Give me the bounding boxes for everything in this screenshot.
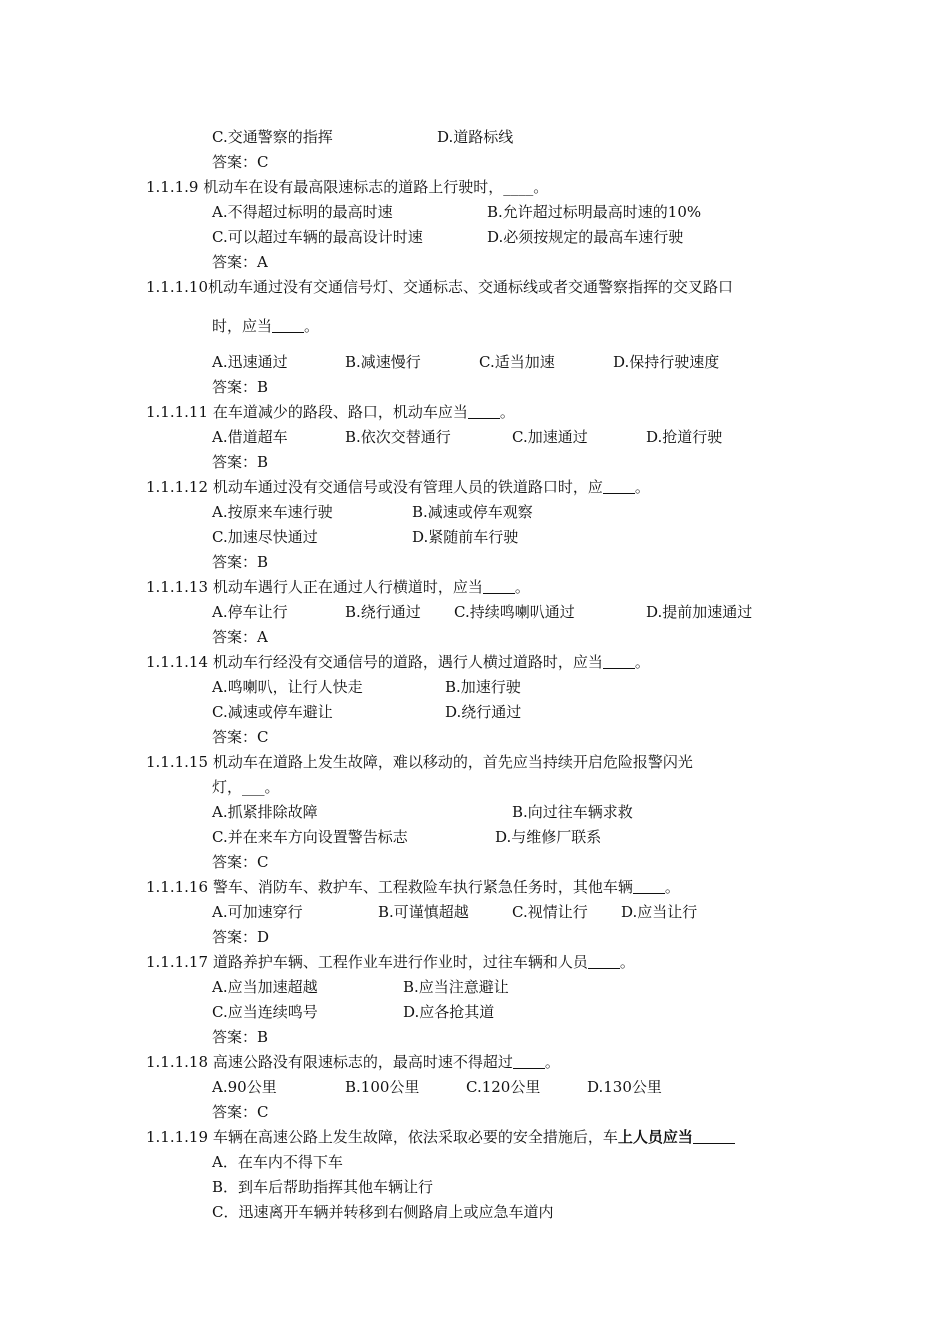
question-text: 在车道减少的路段、路口，机动车应当 — [212, 403, 468, 421]
option-a: A.鸣喇叭，让行人快走 — [212, 678, 363, 696]
option-c: C.持续鸣喇叭通过 — [454, 603, 575, 621]
option-a: A.迅速通过 — [212, 353, 288, 371]
question-1-1-1-9 — [146, 175, 548, 200]
question-blank — [513, 1052, 545, 1069]
option-b: B.允许超过标明最高时速的10% — [487, 203, 702, 221]
answer: 答案：C — [212, 153, 269, 171]
option-c: C.加速通过 — [512, 428, 588, 446]
option-b: B.依次交替通行 — [345, 428, 451, 446]
option-d: D.与维修厂联系 — [495, 828, 602, 846]
question-1-1-1-11: 1.1.1.11 在车道减少的路段、路口，机动车应当 。 — [146, 403, 515, 421]
question-text: 道路养护车辆、工程作业车进行作业时，过往车辆和人员 — [212, 953, 588, 971]
option-c: C.视情让行 — [512, 903, 588, 921]
answer: 答案：C — [212, 853, 269, 871]
option-c: C.减速或停车避让 — [212, 703, 333, 721]
option-a: A.可加速穿行 — [212, 903, 303, 921]
question-number: 1.1.1.15 — [146, 753, 209, 771]
answer: 答案：C — [212, 728, 269, 746]
option-d: D.抢道行驶 — [646, 428, 723, 446]
answer: 答案：C — [212, 1103, 269, 1121]
question-1-1-1-17: 1.1.1.17 道路养护车辆、工程作业车进行作业时，过往车辆和人员 。 — [146, 953, 635, 971]
option-c: C.120公里 — [466, 1078, 541, 1096]
option-a: A.应当加速超越 — [212, 978, 318, 996]
question-blank — [468, 402, 500, 419]
question-number: 1.1.1.13 — [146, 578, 209, 596]
option-d: D.紧随前车行驶 — [412, 528, 519, 546]
option-b: B.加速行驶 — [445, 678, 521, 696]
option-a: A.借道超车 — [212, 428, 288, 446]
option-b: B.减速慢行 — [345, 353, 421, 371]
answer: 答案：A — [212, 628, 268, 646]
question-text: 警车、消防车、救护车、工程救险车执行紧急任务时，其他车辆 — [212, 878, 633, 896]
question-blank — [483, 577, 515, 594]
question-number: 1.1.1.11 — [146, 403, 209, 421]
question-number: 1.1.1.17 — [146, 953, 209, 971]
question-text: 机动车行经没有交通信号的道路，遇行人横过道路时，应当 — [212, 653, 603, 671]
question-1-1-1-10 — [146, 275, 733, 300]
answer: 答案：B — [212, 453, 269, 471]
question-text: 机动车遇行人正在通过人行横道时，应当 — [212, 578, 483, 596]
option-b: B.绕行通过 — [345, 603, 421, 621]
option-c: C.交通警察的指挥 — [212, 128, 333, 146]
option-d: D.保持行驶速度 — [613, 353, 720, 371]
question-1-1-1-19 — [146, 1125, 735, 1150]
question-text: 机动车通过没有交通信号或没有管理人员的铁道路口时，应 — [212, 478, 603, 496]
option-c: C.适当加速 — [479, 353, 555, 371]
option-b: B.向过往车辆求救 — [512, 803, 633, 821]
question-text: 机动车在道路上发生故障，难以移动的，首先应当持续开启危险报警闪光 — [212, 753, 693, 771]
question-number: 1.1.1.14 — [146, 653, 209, 671]
question-blank — [272, 316, 304, 333]
question-1-1-1-13: 1.1.1.13 机动车遇行人正在通过人行横道时，应当 。 — [146, 578, 530, 596]
question-text-line2: 灯，___。 — [212, 778, 280, 796]
option-a: A．在车内不得下车 — [212, 1153, 343, 1171]
question-number: 1.1.1.16 — [146, 878, 209, 896]
option-c: C.可以超过车辆的最高设计时速 — [212, 228, 423, 246]
question-number: 1.1.1.19 — [146, 1128, 209, 1146]
option-c: C．迅速离开车辆并转移到右侧路肩上或应急车道内 — [212, 1203, 554, 1221]
question-blank — [693, 1127, 735, 1144]
question-blank — [603, 652, 635, 669]
option-a: A.不得超过标明的最高时速 — [212, 203, 393, 221]
option-a: A.按原来车速行驶 — [212, 503, 333, 521]
question-text-line2: 时，应当 。 — [212, 317, 320, 335]
option-b: B.减速或停车观察 — [412, 503, 533, 521]
option-b: B.100公里 — [345, 1078, 420, 1096]
question-1-1-1-18: 1.1.1.18 高速公路没有限速标志的，最高时速不得超过 。 — [146, 1053, 560, 1071]
answer: 答案：B — [212, 553, 269, 571]
option-b: B.应当注意避让 — [403, 978, 509, 996]
option-a: A.停车让行 — [212, 603, 288, 621]
question-blank — [588, 952, 620, 969]
option-b: B.可谨慎超越 — [378, 903, 469, 921]
answer: 答案：D — [212, 928, 270, 946]
option-d: D.130公里 — [587, 1078, 662, 1096]
option-c: C.并在来车方向设置警告标志 — [212, 828, 408, 846]
question-number: 1.1.1.18 — [146, 1053, 209, 1071]
option-c: C.应当连续鸣号 — [212, 1003, 318, 1021]
question-text: 高速公路没有限速标志的，最高时速不得超过 — [212, 1053, 513, 1071]
option-c: C.加速尽快通过 — [212, 528, 318, 546]
option-d: D.必须按规定的最高车速行驶 — [487, 228, 684, 246]
option-b: B．到车后帮助指挥其他车辆让行 — [212, 1178, 434, 1196]
option-d: D.道路标线 — [437, 128, 514, 146]
answer: 答案：B — [212, 1028, 269, 1046]
question-text-end: 。 — [533, 178, 549, 196]
question-blank — [633, 877, 665, 894]
question-number: 1.1.1.9 — [146, 178, 199, 196]
question-number: 1.1.1.12 — [146, 478, 209, 496]
question-text: 机动车通过没有交通信号灯、交通标志、交通标线或者交通警察指挥的交叉路口 — [208, 278, 734, 296]
question-text: 车辆在高速公路上发生故障，依法采取必要的安全措施后，车 — [212, 1128, 618, 1146]
question-blank: ____ — [503, 178, 534, 196]
answer: 答案：B — [212, 378, 269, 396]
question-blank — [603, 477, 635, 494]
question-1-1-1-12: 1.1.1.12 机动车通过没有交通信号或没有管理人员的铁道路口时，应 。 — [146, 478, 650, 496]
option-d: D.应当让行 — [621, 903, 698, 921]
question-1-1-1-15 — [146, 750, 693, 775]
option-d: D.提前加速通过 — [646, 603, 753, 621]
question-number: 1.1.1.10 — [146, 278, 209, 296]
answer: 答案：A — [212, 253, 268, 271]
question-text: 机动车在设有最高限速标志的道路上行驶时， — [203, 178, 504, 196]
option-d: D.应各抢其道 — [403, 1003, 495, 1021]
question-1-1-1-14: 1.1.1.14 机动车行经没有交通信号的道路，遇行人横过道路时，应当 。 — [146, 653, 650, 671]
option-a: A.抓紧排除故障 — [212, 803, 318, 821]
option-a: A.90公里 — [212, 1078, 277, 1096]
option-d: D.绕行通过 — [445, 703, 522, 721]
question-text-bold: 上人员应当 — [617, 1128, 693, 1146]
question-1-1-1-16: 1.1.1.16 警车、消防车、救护车、工程救险车执行紧急任务时，其他车辆 。 — [146, 878, 680, 896]
